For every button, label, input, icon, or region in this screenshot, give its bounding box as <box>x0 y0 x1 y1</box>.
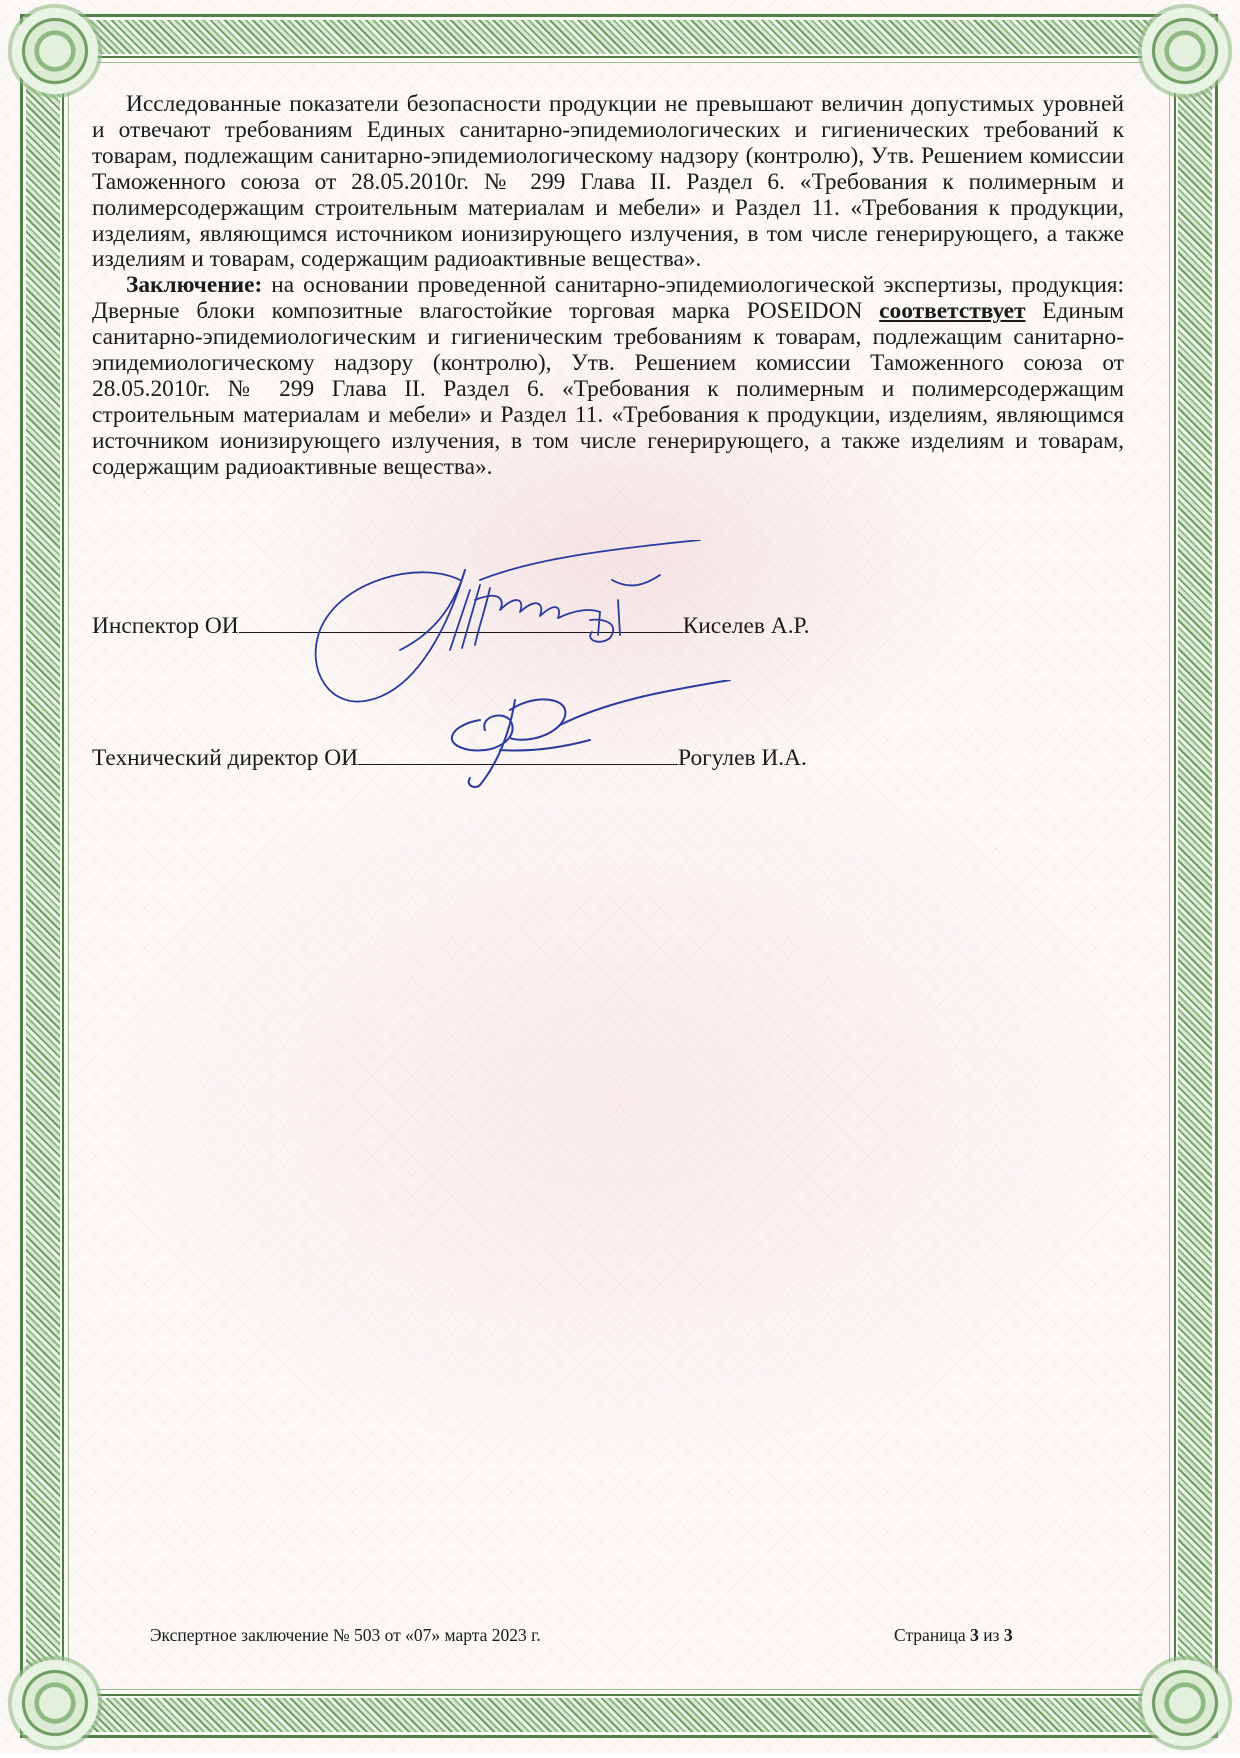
conclusion-emphasis: соответствует <box>879 298 1026 325</box>
conclusion-text-1: на основании проведенной санитарно-эпидемиологической экспертизы, продукция: Дверные блоки композитные влагостойкие торговая марка POSEIDON <box>92 272 1124 325</box>
corner-ornament <box>1130 1648 1240 1758</box>
signatory-title: Технический директор ОИ <box>92 745 359 771</box>
page-current: 3 <box>970 1625 979 1645</box>
signatory-title: Инспектор ОИ <box>92 613 239 639</box>
conclusion-paragraph <box>92 273 1124 480</box>
conclusion-label: Заключение: <box>126 272 263 299</box>
corner-ornament <box>0 0 110 106</box>
director-signature <box>440 680 740 800</box>
page-number <box>894 1625 1013 1646</box>
corner-ornament <box>1130 0 1240 106</box>
page-total: 3 <box>1003 1625 1013 1645</box>
signatory-name: Киселев А.Р. <box>682 613 810 639</box>
safety-paragraph: Исследованные показатели безопасности продукции не превышают величин допустимых уровней и отвечают требованиям Единых санитарно-эпидемиологических и гигиенических требований к товарам, подлежащим санитарно-эпидемиологическому надзору (контролю), Утв. Решением комиссии Таможенного союза от 28.05.2010г. № 299 Глава II. Раздел 6. «Требования к полимерным и полимерсодержащим строительным материалам и мебели» и Раздел 11. «Требования к продукции, изделиям, являющимся источником ионизирующего излучения, в том числе генерирующего, а также изделиям и товарам, содержащим радиоактивные вещества». <box>92 91 1124 273</box>
conclusion-text-2: Единым санитарно-эпидемиологическим и гигиеническим требованиям к товарам, подлежащим санитарно-эпидемиологическому надзору (контролю), Утв. Решением комиссии Таможенного союза от 28.05.2010г. № 299 Глава II. Раздел 6. «Требования к полимерным и полимерсодержащим строительным материалам и мебели» и Раздел 11. «Требования к продукции, изделиям, являющимся источником ионизирующего излучения, в том числе генерирующего, а также изделиям и товарам, содержащим радиоактивные вещества». <box>92 298 1124 480</box>
page-of: из <box>983 1625 1000 1645</box>
page-label: Страница <box>894 1625 966 1645</box>
body-text <box>92 92 1124 481</box>
signatory-name: Рогулев И.А. <box>678 745 807 771</box>
document-reference: Экспертное заключение № 503 от «07» марта 2023 г. <box>150 1625 541 1645</box>
corner-ornament <box>0 1648 110 1758</box>
